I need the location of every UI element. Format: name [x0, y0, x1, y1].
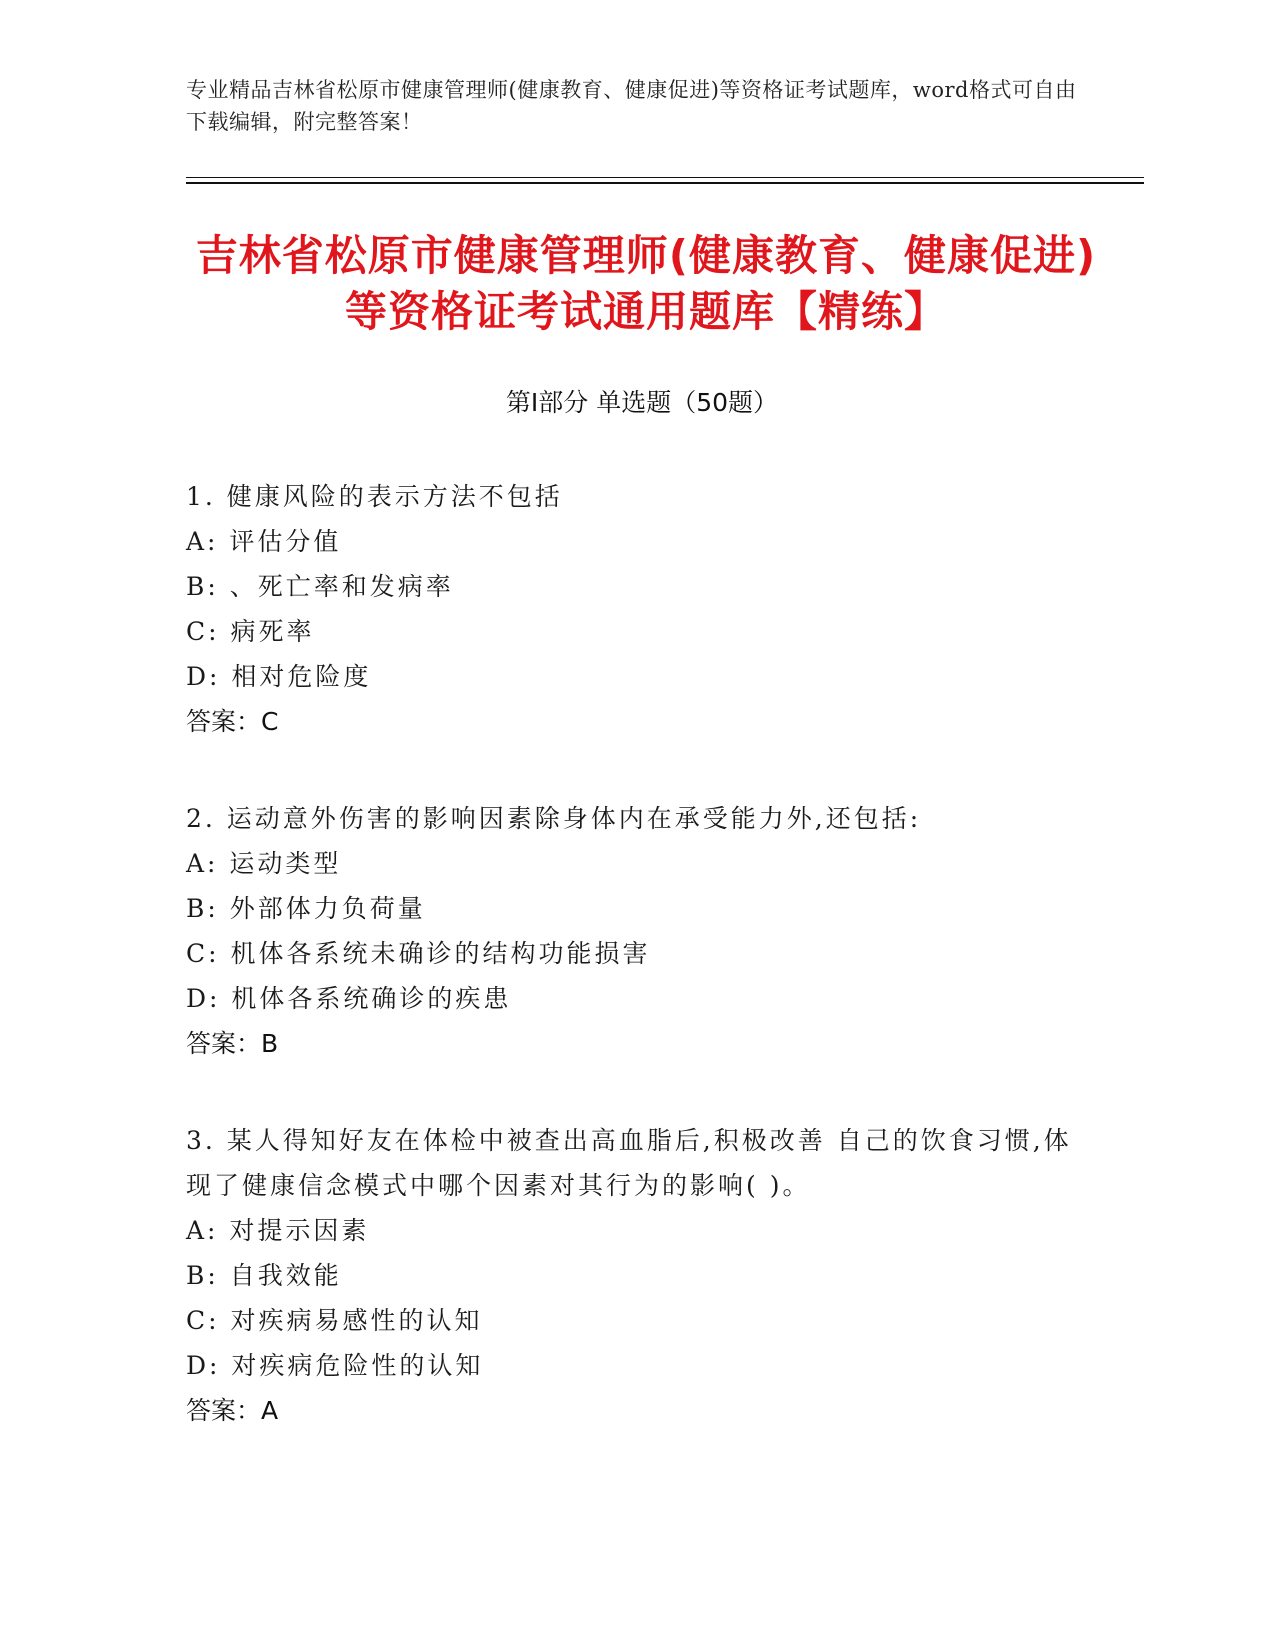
answer-line: 答案：C — [186, 707, 279, 736]
option-a: A: 运动类型 — [186, 849, 342, 878]
document-title: 吉林省松原市健康管理师(健康教育、健康促进)等资格证考试通用题库【精练】 — [195, 231, 1097, 336]
question-stem: 2. 运动意外伤害的影响因素除身体内在承受能力外,还包括: — [186, 804, 922, 833]
option-c: C: 病死率 — [186, 617, 315, 646]
option-d: D: 对疾病危险性的认知 — [186, 1351, 484, 1380]
option-d: D: 机体各系统确诊的疾患 — [186, 984, 512, 1013]
option-b: B: 、死亡率和发病率 — [186, 572, 454, 601]
question-list — [186, 474, 1086, 1485]
option-a: A: 对提示因素 — [186, 1216, 370, 1245]
option-d: D: 相对危险度 — [186, 662, 372, 691]
option-c: C: 机体各系统未确诊的结构功能损害 — [186, 939, 651, 968]
option-c: C: 对疾病易感性的认知 — [186, 1306, 483, 1335]
question-item — [186, 474, 1086, 744]
option-b: B: 外部体力负荷量 — [186, 894, 426, 923]
header-divider-thin — [186, 177, 1144, 178]
header-divider-thick — [186, 182, 1144, 184]
question-stem: 1. 健康风险的表示方法不包括 — [186, 482, 563, 511]
section-title: 第Ⅰ部分 单选题（50题） — [505, 388, 779, 417]
question-stem: 3. 某人得知好友在体检中被查出高血脂后,积极改善 自己的饮食习惯,体现了健康信念模式中哪个因素对其行为的影响( )。 — [186, 1126, 1072, 1200]
answer-line: 答案：B — [186, 1029, 279, 1058]
answer-line: 答案：A — [186, 1396, 279, 1425]
option-a: A: 评估分值 — [186, 527, 342, 556]
question-item — [186, 796, 1086, 1066]
question-item — [186, 1118, 1086, 1433]
option-b: B: 自我效能 — [186, 1261, 342, 1290]
header-note: 专业精品吉林省松原市健康管理师(健康教育、健康促进)等资格证考试题库，word格式可自由下载编辑，附完整答案！ — [186, 78, 1077, 134]
